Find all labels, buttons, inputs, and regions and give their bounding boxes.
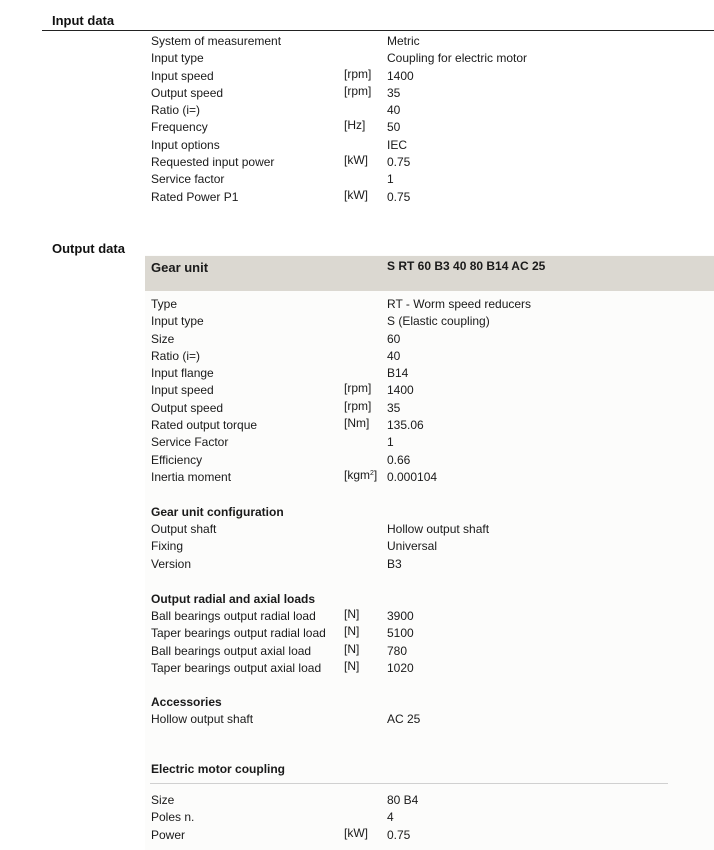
row-value: 1 bbox=[387, 435, 394, 450]
row-label: Taper bearings output axial load bbox=[151, 660, 322, 675]
row-value: 4 bbox=[387, 810, 394, 825]
row-value: 5100 bbox=[387, 626, 414, 641]
row-label: Input flange bbox=[151, 366, 214, 381]
table-row bbox=[151, 556, 402, 573]
row-value: RT - Worm speed reducers bbox=[387, 297, 532, 311]
row-value: Coupling for electric motor bbox=[387, 51, 528, 66]
motor-coupling-title: Electric motor coupling bbox=[151, 762, 286, 776]
row-label: Hollow output shaft bbox=[151, 712, 254, 726]
row-label: Input options bbox=[151, 137, 220, 152]
row-label: Output shaft bbox=[151, 522, 217, 536]
row-label: Ball bearings output axial load bbox=[151, 643, 312, 658]
row-label: Efficiency bbox=[151, 452, 203, 467]
row-value: S (Elastic coupling) bbox=[387, 314, 490, 329]
row-value: 0.75 bbox=[387, 827, 411, 842]
row-value: 50 bbox=[387, 120, 401, 135]
row-label: Power bbox=[151, 827, 186, 842]
table-row bbox=[151, 521, 490, 538]
input-data-divider bbox=[42, 30, 714, 31]
gear-unit-configuration-table bbox=[151, 503, 490, 573]
row-unit: [kW] bbox=[344, 187, 368, 202]
row-label: Requested input power bbox=[151, 155, 275, 170]
table-row bbox=[151, 538, 438, 555]
row-value: 0.75 bbox=[387, 189, 411, 204]
row-value: B14 bbox=[387, 366, 409, 381]
gear-unit-label: Gear unit bbox=[151, 260, 209, 275]
row-unit: [N] bbox=[344, 607, 360, 621]
output-loads-table bbox=[151, 590, 414, 677]
row-unit: [Nm] bbox=[344, 416, 370, 431]
row-value: B3 bbox=[387, 556, 402, 571]
row-value: 40 bbox=[387, 103, 401, 118]
row-value: IEC bbox=[387, 137, 408, 152]
row-value: 1 bbox=[387, 172, 394, 187]
row-value: AC 25 bbox=[387, 712, 421, 726]
row-label: Output speed bbox=[151, 85, 224, 100]
row-value: Hollow output shaft bbox=[387, 522, 490, 536]
row-value: 80 B4 bbox=[387, 793, 419, 807]
row-label: Input speed bbox=[151, 68, 214, 83]
table-row bbox=[151, 641, 408, 660]
table-row bbox=[151, 711, 421, 728]
row-value: 1020 bbox=[387, 660, 414, 675]
row-label: Inertia moment bbox=[151, 469, 232, 484]
row-unit: [N] bbox=[344, 658, 360, 673]
gear-unit-header bbox=[145, 256, 714, 291]
table-row bbox=[151, 658, 414, 677]
row-label: Ratio (i=) bbox=[151, 103, 201, 118]
row-label: Input type bbox=[151, 314, 204, 329]
row-label: Rated output torque bbox=[151, 418, 258, 433]
row-value: 0.75 bbox=[387, 155, 411, 170]
row-unit: [rpm] bbox=[344, 66, 372, 81]
row-unit: [N] bbox=[344, 641, 360, 656]
row-unit: [kW] bbox=[344, 153, 368, 168]
row-label: Output speed bbox=[151, 400, 224, 415]
row-label: Input speed bbox=[151, 383, 214, 398]
subsection-title: Output radial and axial loads bbox=[151, 592, 316, 606]
row-label: Poles n. bbox=[151, 810, 195, 825]
row-value: 60 bbox=[387, 331, 401, 346]
row-value: 0.000104 bbox=[387, 469, 438, 484]
row-value: Universal bbox=[387, 539, 438, 554]
input-data-title: Input data bbox=[52, 13, 115, 28]
row-label: Size bbox=[151, 793, 175, 807]
row-label: Version bbox=[151, 556, 192, 571]
table-row bbox=[151, 624, 414, 642]
row-unit: [rpm] bbox=[344, 83, 372, 98]
row-value: 35 bbox=[387, 400, 401, 415]
row-unit: [N] bbox=[344, 624, 360, 639]
row-unit: [kW] bbox=[344, 825, 368, 840]
output-data-title: Output data bbox=[52, 241, 125, 256]
row-label: Type bbox=[151, 297, 178, 311]
row-value: 0.66 bbox=[387, 452, 411, 467]
row-value: 1400 bbox=[387, 383, 414, 398]
row-value: Metric bbox=[387, 34, 420, 48]
row-value: 40 bbox=[387, 348, 401, 363]
row-value: 135.06 bbox=[387, 418, 424, 433]
row-value: 780 bbox=[387, 643, 408, 658]
row-value: 35 bbox=[387, 85, 401, 100]
motor-coupling-divider bbox=[150, 783, 668, 784]
row-label: Fixing bbox=[151, 539, 184, 554]
row-unit: [rpm] bbox=[344, 398, 372, 413]
row-value: 1400 bbox=[387, 68, 414, 83]
row-unit: [kgm$^2$] bbox=[344, 467, 378, 482]
row-label: Rated Power P1 bbox=[151, 189, 239, 204]
row-unit: [Hz] bbox=[344, 118, 366, 133]
row-label: Size bbox=[151, 331, 175, 346]
accessories-table bbox=[151, 693, 421, 728]
row-label: Service factor bbox=[151, 172, 225, 187]
row-label: Ball bearings output radial load bbox=[151, 609, 316, 623]
row-label: Service Factor bbox=[151, 435, 229, 450]
row-value: 3900 bbox=[387, 609, 414, 623]
table-row bbox=[151, 607, 414, 625]
gear-unit-code: S RT 60 B3 40 80 B14 AC 25 bbox=[387, 259, 546, 273]
row-unit: [rpm] bbox=[344, 381, 372, 396]
row-label: Taper bearings output radial load bbox=[151, 626, 326, 641]
row-label: Frequency bbox=[151, 120, 208, 135]
subsection-title: Accessories bbox=[151, 695, 222, 709]
row-label: Ratio (i=) bbox=[151, 348, 201, 363]
subsection-title: Gear unit configuration bbox=[151, 505, 284, 519]
row-label: Input type bbox=[151, 51, 204, 66]
row-label: System of measurement bbox=[151, 34, 282, 48]
